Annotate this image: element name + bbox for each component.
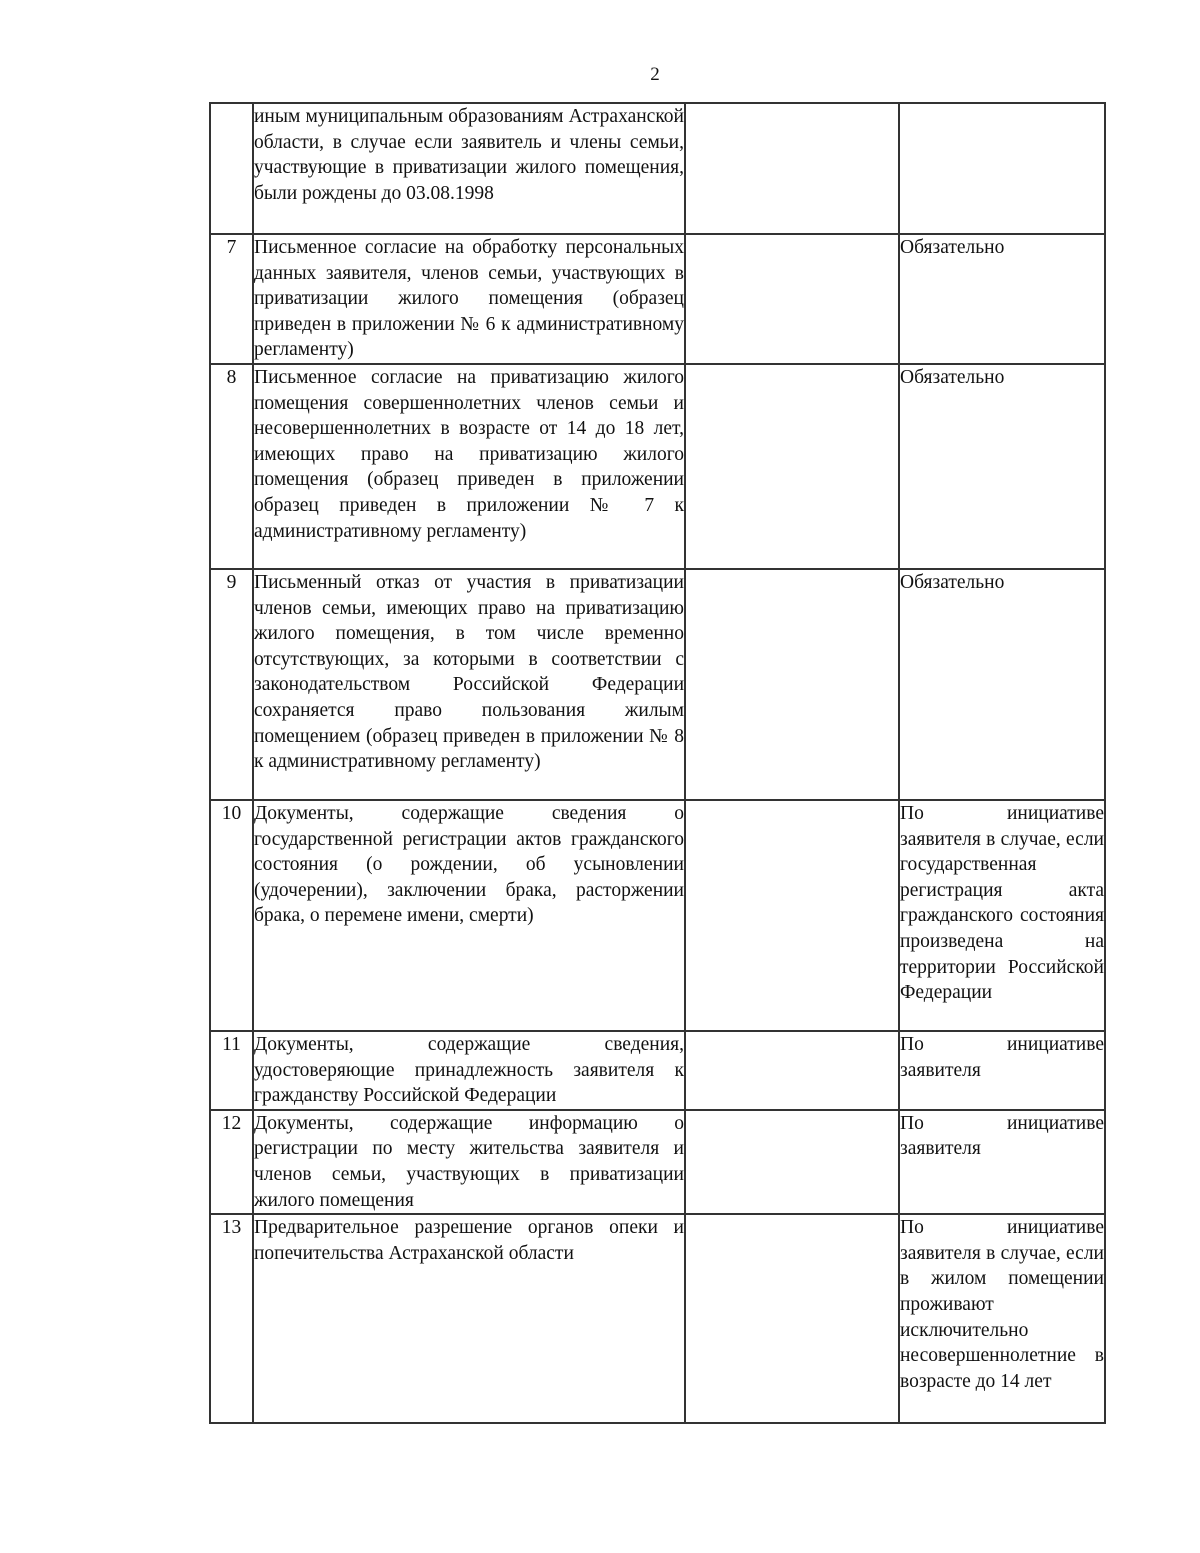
empty-cell	[685, 800, 899, 1031]
row-number: 11	[210, 1031, 253, 1110]
table-row	[210, 1214, 1105, 1423]
requirement-condition: Обязательно	[899, 569, 1105, 800]
document-name: Документы, содержащие сведения о государственной регистрации актов гражданского состояния (о рождении, об усыновлении (удочерении), заключении брака, расторжении брака, о перемене имени, смерти)	[253, 800, 685, 1031]
row-number: 10	[210, 800, 253, 1031]
requirement-condition: Обязательно	[899, 234, 1105, 364]
document-name: Предварительное разрешение органов опеки и попечительства Астраханской области	[253, 1214, 685, 1423]
table-row	[210, 364, 1105, 569]
table-row	[210, 569, 1105, 800]
requirement-condition: По инициативе заявителя в случае, если государственная регистрация акта гражданского состояния произведена на территории Российской Федерации	[899, 800, 1105, 1031]
row-number: 9	[210, 569, 253, 800]
document-name: Документы, содержащие информацию о регистрации по месту жительства заявителя и членов семьи, участвующих в приватизации жилого помещения	[253, 1110, 685, 1214]
empty-cell	[685, 364, 899, 569]
empty-cell	[685, 1031, 899, 1110]
document-name: Документы, содержащие сведения, удостоверяющие принадлежность заявителя к гражданству Российской Федерации	[253, 1031, 685, 1110]
documents-table	[209, 102, 1106, 1424]
document-name: иным муниципальным образованиям Астраханской области, в случае если заявитель и члены семьи, участвующие в приватизации жилого помещения, были рождены до 03.08.1998	[253, 103, 685, 234]
table-row	[210, 800, 1105, 1031]
empty-cell	[685, 103, 899, 234]
empty-cell	[685, 1110, 899, 1214]
document-name: Письменное согласие на приватизацию жилого помещения совершеннолетних членов семьи и несовершеннолетних в возрасте от 14 до 18 лет, имеющих право на приватизацию жилого помещения (образец приведен в приложении образец приведен в приложении № 7 к административному регламенту)	[253, 364, 685, 569]
row-number: 8	[210, 364, 253, 569]
requirement-condition: Обязательно	[899, 364, 1105, 569]
requirement-condition: По инициативе заявителя	[899, 1110, 1105, 1214]
requirement-condition: По инициативе заявителя в случае, если в жилом помещении проживают исключительно несовершеннолетние в возрасте до 14 лет	[899, 1214, 1105, 1423]
row-number: 13	[210, 1214, 253, 1423]
empty-cell	[685, 1214, 899, 1423]
document-name: Письменное согласие на обработку персональных данных заявителя, членов семьи, участвующих в приватизации жилого помещения (образец приведен в приложении № 6 к административному регламенту)	[253, 234, 685, 364]
document-name: Письменный отказ от участия в приватизации членов семьи, имеющих право на приватизацию жилого помещения, в том числе временно отсутствующих, за которыми в соответствии с законодательством Российской Федерации сохраняется право пользования жилым помещением (образец приведен в приложении № 8 к административному регламенту)	[253, 569, 685, 800]
row-number: 12	[210, 1110, 253, 1214]
requirement-condition	[899, 103, 1105, 234]
table-row	[210, 1110, 1105, 1214]
table-row	[210, 103, 1105, 234]
page-number: 2	[650, 64, 660, 85]
table-row	[210, 1031, 1105, 1110]
empty-cell	[685, 234, 899, 364]
row-number	[210, 103, 253, 234]
row-number: 7	[210, 234, 253, 364]
table-row	[210, 234, 1105, 364]
requirement-condition: По инициативе заявителя	[899, 1031, 1105, 1110]
empty-cell	[685, 569, 899, 800]
